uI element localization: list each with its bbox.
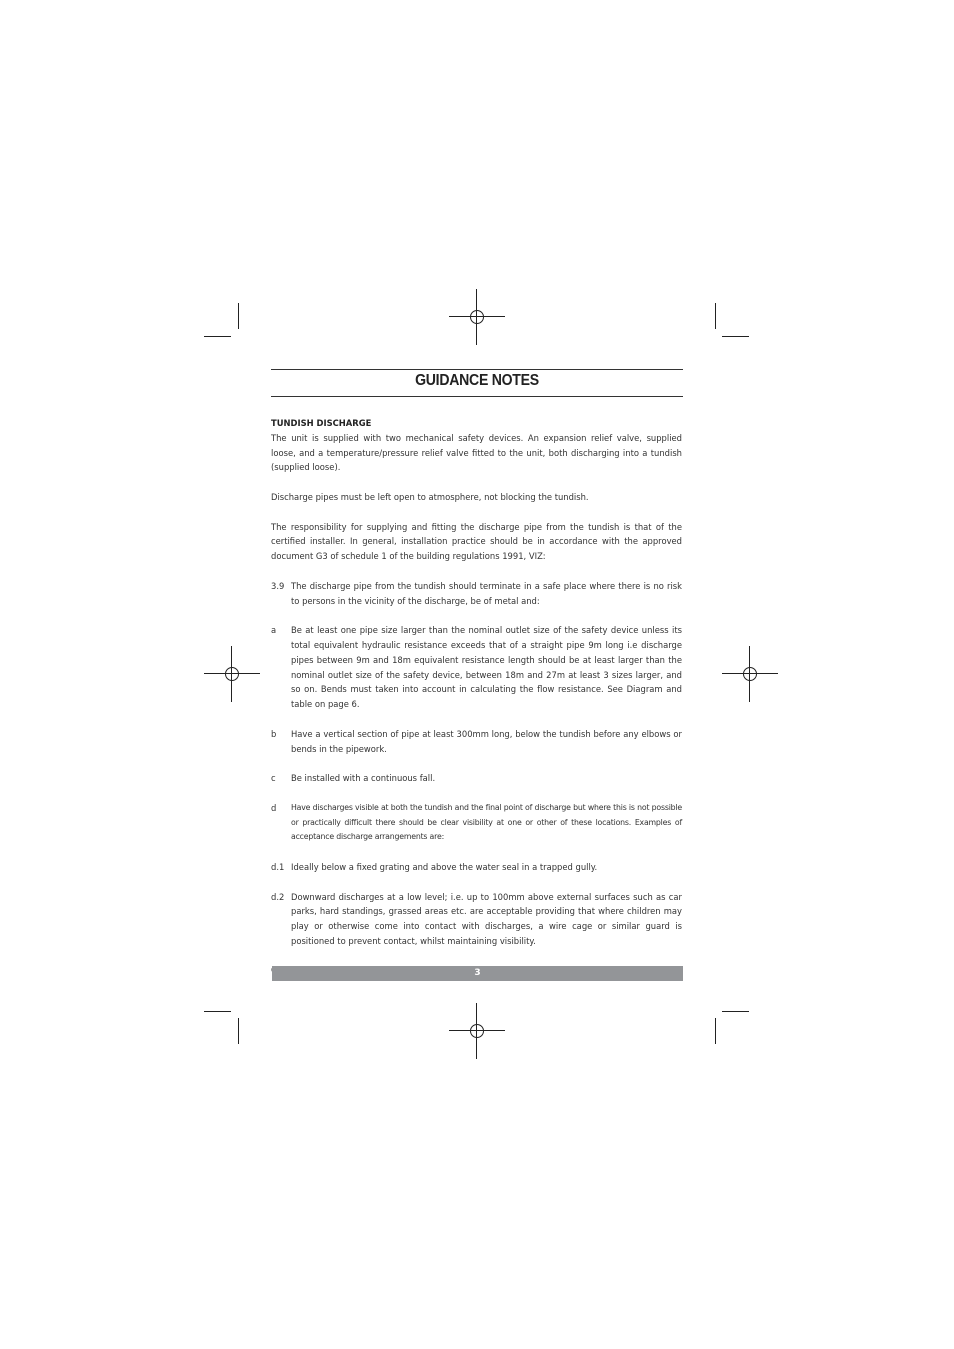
- registration-mark-icon: [722, 646, 778, 702]
- list-item: [271, 623, 682, 712]
- open-pipes-paragraph: Discharge pipes must be left open to atmosphere, not blocking the tundish.: [271, 491, 589, 502]
- crop-mark: [722, 336, 749, 337]
- list-item: [271, 860, 682, 875]
- crop-mark: [238, 303, 239, 329]
- crop-mark: [204, 1011, 231, 1012]
- list-item-text: Be installed with a continuous fall.: [291, 773, 436, 784]
- list-item-number: 3.9: [271, 580, 285, 591]
- list-item-number: b: [271, 728, 277, 739]
- list-item-number: d.1: [271, 861, 285, 872]
- list-item: [271, 771, 682, 786]
- list-item-number: d.2: [271, 891, 285, 902]
- page-number: 3: [474, 968, 481, 978]
- intro-paragraph: The unit is supplied with two mechanical safety devices. An expansion relief valve, supplied loose, and a temperature/pressure relief valve fitted to the unit, both discharging into a tundish (supplied loose).: [271, 432, 682, 473]
- title-top-rule: [271, 369, 683, 370]
- title-bottom-rule: [271, 396, 683, 397]
- registration-mark-icon: [449, 289, 505, 345]
- list-item-number: c: [271, 773, 276, 784]
- responsibility-paragraph: The responsibility for supplying and fitting the discharge pipe from the tundish is that of the certified installer. In general, installation practice should be in accordance with the approved document G3 of schedule 1 of the building regulations 1991, VIZ:: [271, 521, 682, 562]
- list-item-text: Have a vertical section of pipe at least 300mm long, below the tundish before any elbows or bends in the pipework.: [291, 728, 682, 754]
- crop-mark: [722, 1011, 749, 1012]
- crop-mark: [715, 1018, 716, 1044]
- list-item-text: Have discharges visible at both the tundish and the final point of discharge but where this is not possible or practically difficult there should be clear visibility at one or other of these locations. Examples of acceptance discharge arrangements are:: [291, 802, 682, 842]
- list-item-text: The discharge pipe from the tundish should terminate in a safe place where there is no risk to persons in the vicinity of the discharge, be of metal and:: [291, 580, 682, 606]
- list-item: [271, 727, 682, 757]
- list-item: [271, 801, 682, 845]
- list-item-text: Downward discharges at a low level; i.e. up to 100mm above external surfaces such as car parks, hard standings, grassed areas etc. are acceptable providing that where children may play or otherwise come into contact with discharges, a wire cage or similar guard is positioned to prevent contact, whilst maintaining visibility.: [291, 891, 682, 946]
- list-item-text: Ideally below a fixed grating and above the water seal in a trapped gully.: [291, 861, 598, 872]
- page-number-bar: [272, 966, 683, 981]
- list-item: [271, 890, 682, 949]
- content: [271, 416, 682, 978]
- registration-mark-icon: [204, 646, 260, 702]
- registration-mark-icon: [449, 1003, 505, 1059]
- list-item-number: d: [271, 802, 277, 813]
- crop-mark: [204, 336, 231, 337]
- section-heading: TUNDISH DISCHARGE: [271, 418, 372, 428]
- list-item: [271, 579, 682, 609]
- page-title: GUIDANCE NOTES: [415, 372, 539, 389]
- list-item-text: Be at least one pipe size larger than the nominal outlet size of the safety device unless its total equivalent hydraulic resistance exceeds that of a straight pipe 9m long i.e discharge pipes between 9m and 18m equivalent resistance length should be at least larger than the nominal outlet size of the safety device, between 18m and 27m at least 3 sizes larger, and so on. Bends must taken into account in calculating the flow resistance. See Diagram and table on page 6.: [291, 625, 682, 710]
- crop-mark: [238, 1018, 239, 1044]
- list-item-number: a: [271, 625, 277, 636]
- crop-mark: [715, 303, 716, 329]
